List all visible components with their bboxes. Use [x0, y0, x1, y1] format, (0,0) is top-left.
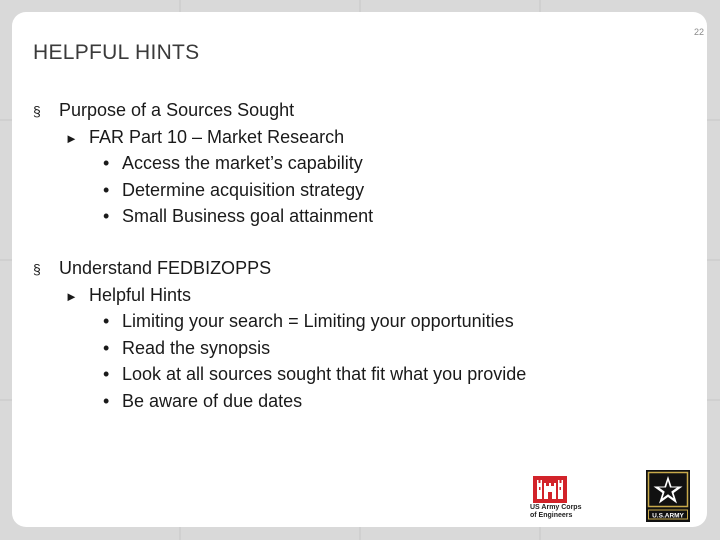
- list-item-label: Read the synopsis: [122, 337, 271, 358]
- list-item: [33, 361, 526, 388]
- section-label: Understand FEDBIZOPPS: [59, 258, 272, 278]
- bullet-level2: [33, 282, 526, 309]
- usace-text-line1: US Army Corps: [530, 504, 582, 511]
- bullet-marker: •: [103, 206, 110, 226]
- list-item: [33, 150, 373, 177]
- bullet-marker: •: [103, 364, 110, 384]
- list-item-label: Be aware of due dates: [122, 390, 303, 411]
- subsection-label: FAR Part 10 – Market Research: [89, 126, 345, 147]
- list-item: [33, 388, 526, 415]
- list-item-label: Access the market’s capability: [122, 153, 363, 173]
- list-item: [33, 177, 373, 204]
- bullet-marker: •: [103, 311, 110, 331]
- page-title: HELPFUL HINTS: [33, 41, 200, 64]
- bullet-marker: •: [103, 153, 110, 173]
- section-marker: §: [33, 103, 41, 119]
- usace-text-line2: of Engineers: [530, 512, 573, 519]
- army-wordmark: U.S.ARMY: [652, 512, 684, 520]
- list-item-label: Small Business goal attainment: [122, 206, 374, 226]
- list-item: [33, 203, 373, 230]
- arrow-marker-icon: ►: [65, 288, 78, 304]
- arrow-marker-icon: ►: [65, 130, 78, 146]
- us-army-star-logo: [646, 470, 690, 522]
- list-item: [33, 335, 526, 362]
- list-item-label: Look at all sources sought that fit what you provide: [122, 364, 527, 384]
- bullet-marker: •: [103, 390, 110, 411]
- castle-icon: [533, 476, 567, 503]
- section-label: Purpose of a Sources Sought: [59, 100, 295, 120]
- bullet-level2: [33, 124, 373, 151]
- bullet-level1: [33, 97, 373, 124]
- list-item-label: Determine acquisition strategy: [122, 179, 365, 200]
- usace-wordmark: [530, 504, 581, 520]
- usace-logo: [528, 474, 598, 522]
- bullet-marker: •: [103, 337, 110, 358]
- subsection-label: Helpful Hints: [89, 284, 192, 305]
- section-purpose: [33, 97, 373, 230]
- section-marker: §: [33, 261, 41, 277]
- section-fedbizopps: [33, 255, 526, 414]
- list-item: [33, 308, 526, 335]
- page-number: 22: [693, 27, 704, 37]
- bullet-marker: •: [103, 179, 110, 200]
- bullet-level1: [33, 255, 526, 282]
- list-item-label: Limiting your search = Limiting your opportunities: [122, 311, 514, 331]
